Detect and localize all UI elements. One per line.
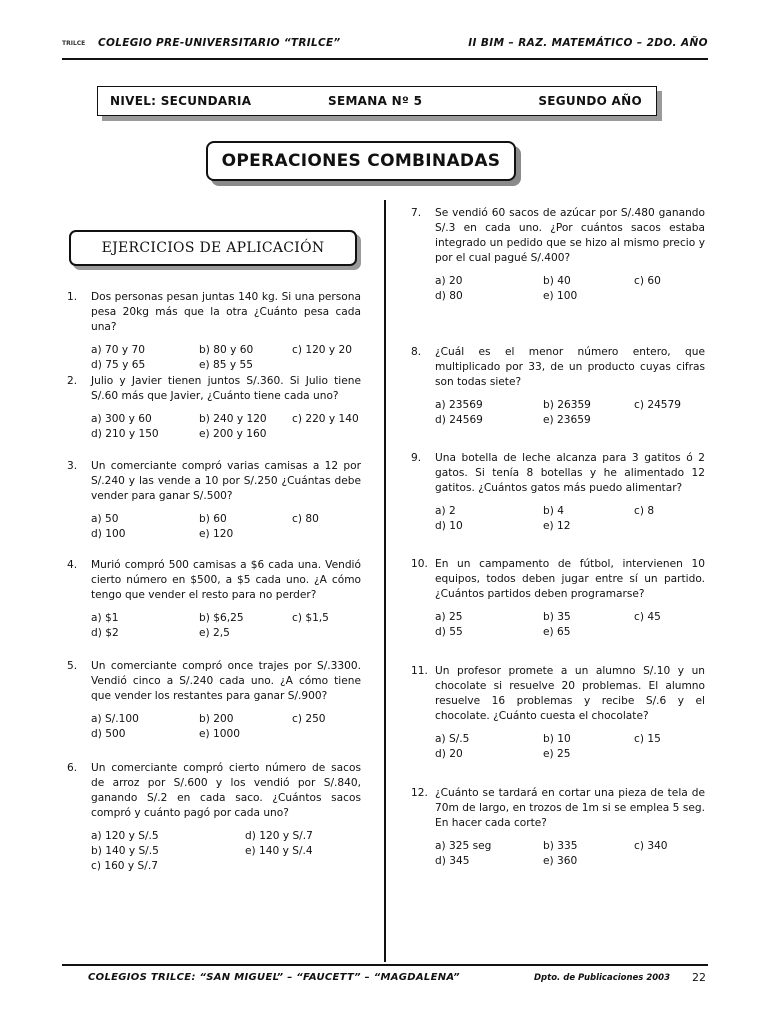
answer-option: d) 55: [435, 626, 463, 638]
footer-schools: COLEGIOS TRILCE: “SAN MIGUEL” – “FAUCETT” – “MAGDALENA”: [88, 972, 460, 983]
problem-question: Julio y Javier tienen juntos S/.360. Si Julio tiene S/.60 más que Javier, ¿Cuánto tiene cada uno?: [91, 375, 361, 402]
answer-option: e) 25: [543, 748, 571, 760]
answer-option: e) 12: [543, 520, 571, 532]
answer-option: d) 120 y S/.7: [245, 830, 313, 842]
answer-option: c) 250: [292, 713, 326, 725]
problem-question: Un comerciante compró cierto número de sacos de arroz por S/.600 y los vendió por S/.840, ganando S/.2 en cada saco. ¿Cuántos sacos compró y cuánto pagó por cada uno?: [91, 762, 361, 819]
answer-option: c) 160 y S/.7: [91, 860, 158, 872]
answer-option: b) 4: [543, 505, 564, 517]
answer-option: b) 240 y 120: [199, 413, 267, 425]
problem-number: 12.: [411, 787, 428, 799]
problem-question: Murió compró 500 camisas a $6 cada una. Vendió cierto número en $500, a $5 cada uno. ¿A cómo tengo que vender el resto para no perder?: [91, 559, 361, 601]
answer-option: a) 2: [435, 505, 456, 517]
answer-option: d) $2: [91, 627, 119, 639]
answer-option: d) 24569: [435, 414, 483, 426]
problem-question: Se vendió 60 sacos de azúcar por S/.480 ganando S/.3 en cada uno. ¿Por cuántos sacos estaba integrado un pedido que se hizo al mismo precio y por el cual pagué S/.400?: [435, 207, 705, 264]
answer-option: d) 210 y 150: [91, 428, 159, 440]
level-anio: SEGUNDO AÑO: [538, 94, 642, 108]
problem-question: Un comerciante compró once trajes por S/.3300. Vendió cinco a S/.240 cada uno. ¿A cómo tiene que vender los restantes para ganar S/.900?: [91, 660, 361, 702]
answer-option: a) S/.5: [435, 733, 470, 745]
answer-option: e) 23659: [543, 414, 591, 426]
answer-option: a) 120 y S/.5: [91, 830, 159, 842]
page-title: OPERACIONES COMBINADAS: [221, 151, 501, 171]
problem-number: 4.: [67, 559, 78, 571]
page-header: [62, 32, 708, 60]
answer-option: d) 345: [435, 855, 470, 867]
answer-option: e) 100: [543, 290, 578, 302]
answer-option: c) 45: [634, 611, 661, 623]
answer-option: c) 120 y 20: [292, 344, 353, 356]
column-divider: [384, 200, 386, 962]
answer-option: b) 35: [543, 611, 571, 623]
answer-option: e) 65: [543, 626, 571, 638]
answer-option: a) S/.100: [91, 713, 139, 725]
title-box: [206, 141, 516, 181]
answer-option: a) 70 y 70: [91, 344, 145, 356]
answer-option: a) 25: [435, 611, 463, 623]
answer-option: b) 26359: [543, 399, 591, 411]
answer-option: e) 140 y S/.4: [245, 845, 313, 857]
section-box: [69, 230, 357, 266]
level-nivel: NIVEL: SECUNDARIA: [110, 94, 252, 108]
answer-option: b) 80 y 60: [199, 344, 254, 356]
answer-option: d) 80: [435, 290, 463, 302]
answer-option: b) 40: [543, 275, 571, 287]
problem-number: 2.: [67, 375, 78, 387]
answer-option: d) 75 y 65: [91, 359, 146, 371]
problem-question: Dos personas pesan juntas 140 kg. Si una persona pesa 20kg más que la otra ¿Cuánto pesa cada una?: [91, 291, 361, 333]
problem-number: 7.: [411, 207, 422, 219]
problem-number: 10.: [411, 558, 428, 570]
problem-number: 6.: [67, 762, 78, 774]
answer-option: c) $1,5: [292, 612, 329, 624]
answer-option: c) 8: [634, 505, 655, 517]
answer-option: c) 80: [292, 513, 319, 525]
answer-option: e) 2,5: [199, 627, 230, 639]
problem-number: 3.: [67, 460, 78, 472]
answer-option: c) 60: [634, 275, 661, 287]
answer-option: d) 500: [91, 728, 126, 740]
answer-option: b) 60: [199, 513, 227, 525]
header-course: II BIM – RAZ. MATEMÁTICO – 2DO. AÑO: [468, 37, 708, 49]
answer-option: a) 325 seg: [435, 840, 492, 852]
answer-option: b) 335: [543, 840, 578, 852]
answer-option: a) 50: [91, 513, 119, 525]
problem-question: Un profesor promete a un alumno S/.10 y un chocolate si resuelve 20 problemas. El alumno resuelve 16 problemas y recibe S/.6 y el chocolate. ¿Cuánto cuesta el chocolate?: [435, 665, 705, 722]
header-school-name: COLEGIO PRE-UNIVERSITARIO “TRILCE”: [98, 37, 341, 49]
answer-option: d) 100: [91, 528, 126, 540]
answer-option: a) 20: [435, 275, 463, 287]
answer-option: a) 300 y 60: [91, 413, 152, 425]
answer-option: a) 23569: [435, 399, 483, 411]
answer-option: e) 1000: [199, 728, 240, 740]
problem-number: 8.: [411, 346, 422, 358]
level-semana: SEMANA Nº 5: [328, 94, 423, 108]
page-footer: [62, 964, 708, 984]
problem-number: 9.: [411, 452, 422, 464]
problem-number: 5.: [67, 660, 78, 672]
page-number: 22: [692, 971, 706, 984]
answer-option: c) 340: [634, 840, 668, 852]
problem-question: Un comerciante compró varias camisas a 12 por S/.240 y las vende a 10 por S/.250 ¿Cuántas debe vender para ganar S/.500?: [91, 460, 361, 502]
answer-option: b) 10: [543, 733, 571, 745]
problem-question: ¿Cuánto se tardará en cortar una pieza de tela de 70m de largo, en trozos de 1m si se emplea 5 seg. En hacer cada corte?: [435, 787, 705, 829]
answer-option: c) 15: [634, 733, 661, 745]
answer-option: d) 10: [435, 520, 463, 532]
problem-number: 11.: [411, 665, 428, 677]
problem-question: ¿Cuál es el menor número entero, que multiplicado por 33, de un producto cuyas cifras son todas siete?: [435, 346, 705, 388]
answer-option: d) 20: [435, 748, 463, 760]
answer-option: b) $6,25: [199, 612, 244, 624]
level-bar: [97, 86, 657, 116]
answer-option: a) $1: [91, 612, 119, 624]
section-title: EJERCICIOS DE APLICACIÓN: [101, 240, 325, 256]
school-logo: TRILCE: [62, 40, 86, 47]
answer-option: b) 140 y S/.5: [91, 845, 159, 857]
answer-option: e) 360: [543, 855, 578, 867]
answer-option: b) 200: [199, 713, 234, 725]
answer-option: c) 220 y 140: [292, 413, 359, 425]
footer-dept: Dpto. de Publicaciones 2003: [534, 973, 670, 983]
answer-option: e) 200 y 160: [199, 428, 267, 440]
answer-option: c) 24579: [634, 399, 682, 411]
answer-option: e) 85 y 55: [199, 359, 253, 371]
problem-question: En un campamento de fútbol, intervienen 10 equipos, todos deben jugar entre sí un partido. ¿Cuántos partidos deben programarse?: [435, 558, 705, 600]
answer-option: e) 120: [199, 528, 234, 540]
problem-number: 1.: [67, 291, 78, 303]
problem-question: Una botella de leche alcanza para 3 gatitos ó 2 gatos. Si tenía 8 botellas y he alimentado 12 gatitos. ¿Cuántos gatos más puedo alimentar?: [435, 452, 705, 494]
